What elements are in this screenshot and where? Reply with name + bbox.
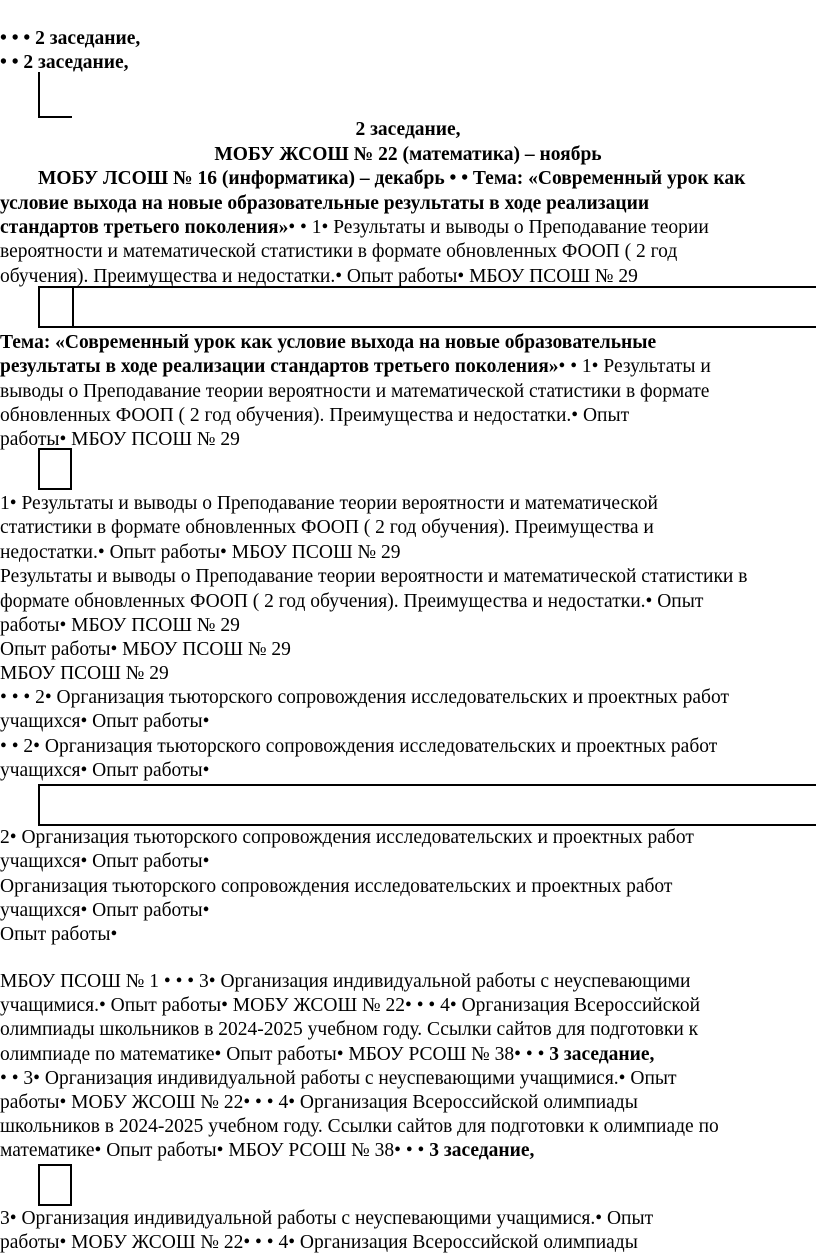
heading-line: • • 2 заседание, — [0, 52, 129, 73]
text-line: МОБУ ЛСОШ № 16 (информатика) – декабрь • • Тема: «Современный урок как — [38, 168, 746, 189]
heading-centered: 2 заседание, — [355, 119, 461, 140]
text-fragment: олимпиаде по математике• Опыт работы• МБОУ РСОШ № 38• • • — [0, 1044, 550, 1065]
text-line — [0, 1043, 654, 1067]
text-line: условие выхода на новые образовательные результаты в ходе реализации — [0, 193, 650, 214]
text-line: 1• Результаты и выводы о Преподавание теории вероятности и математической — [0, 493, 658, 514]
text-line: 3• Организация индивидуальной работы с неуспевающими учащимися.• Опыт — [0, 1208, 654, 1229]
heading-line: • • • 2 заседание, — [0, 28, 141, 49]
table-rule-top-2 — [38, 784, 816, 786]
text-line: учащихся• Опыт работы• — [0, 760, 210, 781]
text-line: выводы о Преподавание теории вероятности и математической статистики в формате — [0, 381, 710, 402]
table-rule-left-2 — [38, 784, 40, 826]
text-line: МБОУ ПСОШ № 1 • • • 3• Организация индивидуальной работы с неуспевающими — [0, 971, 691, 992]
text-fragment: • • 1• Результаты и — [558, 356, 711, 377]
text-line: работы• МОБУ ЖСОШ № 22• • • 4• Организация Всероссийской олимпиады — [0, 1092, 638, 1113]
text-line: учащихся• Опыт работы• — [0, 851, 210, 872]
text-line: • • • 2• Организация тьюторского сопровождения исследовательских и проектных работ — [0, 687, 729, 708]
topic-fragment: результаты в ходе реализации стандартов третьего поколения» — [0, 356, 559, 377]
session-fragment: 3 заседание, — [549, 1044, 655, 1065]
text-line: 2• Организация тьюторского сопровождения исследовательских и проектных работ — [0, 827, 694, 848]
session-fragment: 3 заседание, — [429, 1140, 535, 1161]
text-line: обучения). Преимущества и недостатки.• Опыт работы• МБОУ ПСОШ № 29 — [0, 266, 638, 287]
empty-cell-box-2 — [38, 1164, 72, 1206]
topic-fragment: стандартов третьего поколения» — [0, 217, 289, 238]
text-fragment: • • 1• Результаты и выводы о Преподавание теории — [288, 217, 709, 238]
text-line: формате обновленных ФООП ( 2 год обучения). Преимущества и недостатки.• Опыт — [0, 591, 704, 612]
text-line — [0, 216, 709, 240]
text-line: Опыт работы• — [0, 924, 118, 945]
text-line — [0, 355, 711, 379]
text-line: учащихся• Опыт работы• — [0, 711, 210, 732]
text-line: работы• МБОУ ПСОШ № 29 — [0, 429, 240, 450]
text-fragment: математике• Опыт работы• МБОУ РСОШ № 38• • • — [0, 1140, 430, 1161]
text-line: Опыт работы• МБОУ ПСОШ № 29 — [0, 639, 291, 660]
table-rule-bottom — [38, 326, 816, 328]
text-line: обновленных ФООП ( 2 год обучения). Преимущества и недостатки.• Опыт — [0, 405, 630, 426]
text-line: недостатки.• Опыт работы• МБОУ ПСОШ № 29 — [0, 542, 401, 563]
table-rule-left — [38, 286, 40, 328]
text-line: • • 3• Организация индивидуальной работы с неуспевающими учащимися.• Опыт — [0, 1068, 677, 1089]
empty-cell-box — [38, 448, 72, 490]
text-line: олимпиады школьников в 2024-2025 учебном году. Ссылки сайтов для подготовки к — [0, 1019, 699, 1040]
text-line: Организация тьюторского сопровождения исследовательских и проектных работ — [0, 876, 673, 897]
text-line: МБОУ ПСОШ № 29 — [0, 663, 169, 684]
text-line: учащимися.• Опыт работы• МОБУ ЖСОШ № 22• • • 4• Организация Всероссийской — [0, 995, 701, 1016]
text-line — [0, 331, 656, 355]
empty-cell-frame — [38, 72, 72, 118]
text-line: учащихся• Опыт работы• — [0, 900, 210, 921]
text-line: Результаты и выводы о Преподавание теории вероятности и математической статистики в — [0, 566, 748, 587]
text-line — [0, 1139, 534, 1163]
text-line: вероятности и математической статистики в формате обновленных ФООП ( 2 год — [0, 241, 678, 262]
text-line: • • 2• Организация тьюторского сопровождения исследовательских и проектных работ — [0, 736, 718, 757]
topic-fragment: Тема: «Современный урок как условие выхода на новые образовательные — [0, 332, 657, 353]
text-line: работы• МБОУ ПСОШ № 29 — [0, 615, 240, 636]
table-rule-mid — [72, 286, 74, 328]
text-line: школьников в 2024-2025 учебном году. Ссылки сайтов для подготовки к олимпиаде по — [0, 1116, 719, 1137]
heading-centered: МОБУ ЖСОШ № 22 (математика) – ноябрь — [214, 144, 602, 165]
text-line: статистики в формате обновленных ФООП ( 2 год обучения). Преимущества и — [0, 517, 654, 538]
text-line: работы• МОБУ ЖСОШ № 22• • • 4• Организация Всероссийской олимпиады — [0, 1232, 638, 1253]
